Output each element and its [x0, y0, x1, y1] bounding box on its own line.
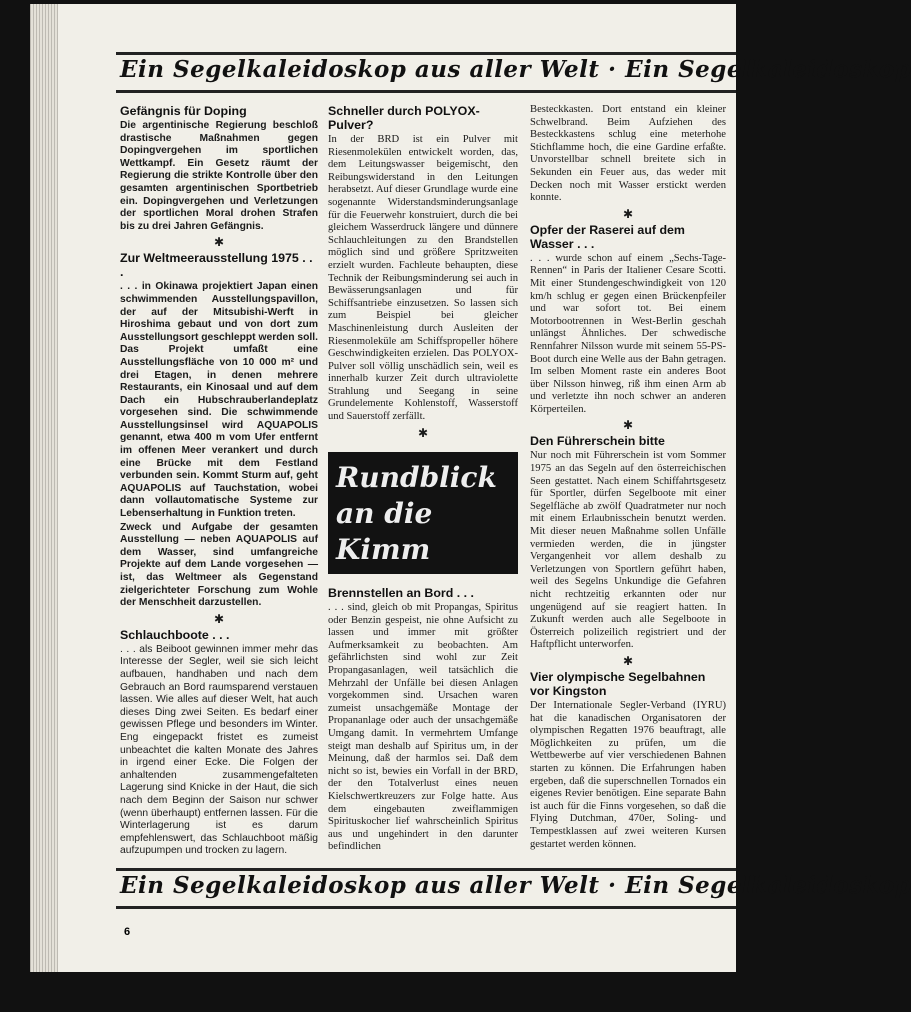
rundblick-line-2: an die	[336, 497, 433, 530]
article-polyox-text: In der BRD ist ein Pulver mit Riesenmolekülen entwickelt worden, das, dem Leitungswasser beigemischt, den Reibungswiderstand in den Leitungen herabsetzt. Auf dieser Grundlage wurde eine sogenannte Widerstandsminderungsanlage für die Feuerwehr konstruiert, durch die bei gleichem Wasserdruck längere und dünnere Schlauchleitungen zu den Brandstellen möglich sind und größere Spritzweiten erzielt wurden. Fachleute behaupten, diese Technik der Reibungsminderung sei auch in Bewässerungsanlagen und für Schiffsantriebe einzusetzen. So lassen sich zum Beispiel bei gleicher Maschinenleistung durch Ausleiten der Riesenmoleküle am Schiffspropeller höhere Geschwindigkeiten erzielen. Das POLYOX-Pulver soll völlig unschädlich sein, weil es innerhalb kurzer Zeit durch ultraviolette Strahlung und Seegang in seine Grundelemente Kohlenstoff, Wasserstoff und Sauerstoff zerfällt.	[328, 134, 518, 423]
bottom-rule	[116, 868, 736, 871]
separator-star-icon: ✱	[622, 653, 634, 668]
rundblick-line-1: Rundblick	[336, 461, 497, 494]
headline-fuehrerschein: Den Führerschein bitte	[530, 434, 665, 449]
headline-raserei: Opfer der Raserei auf dem Wasser . . .	[530, 222, 685, 251]
article-schlauchboote-text: . . . als Beiboot gewinnen immer mehr das Interesse der Segler, weil sie sich leicht aufbauen, handhaben und nach dem Gebrauch an Bord raumsparend verstauen lassen. Wie alles auf dieser Welt, hat auch dieses Ding zwei Seiten. Es bedarf einer gewissen Pflege und besonders im Winter. Eng eingepackt fristet es zumeist unbeachtet die kalten Monate des Jahres in irgend einer Ecke. Die Folgen der anhaltenden zusammengefalteten Lagerung sind Knicke in der Haut, die sich nach dem Beginn der Saison nur schwer (wenn überhaupt) entfernen lassen. Für die Winterlagerung ist es darum empfehlenswert, das Schlauchboot mäßig aufzupumpen und trocken zu lagern.	[120, 643, 318, 857]
column-3	[530, 104, 726, 852]
headline-schlauchboote: Schlauchboote . . .	[120, 627, 230, 642]
bottom-banner: Ein Segelkaleidoskop aus aller Welt · Ein Segelkaleidoskop	[120, 872, 911, 899]
column-2	[328, 104, 518, 442]
bottom-rule-lower	[116, 906, 736, 909]
rundblick-line-3: Kimm	[336, 533, 431, 566]
article-raserei-text: . . . wurde schon auf einem „Sechs-Tage-Rennen“ in Paris der Italiener Cesare Scotti. Mit einer Stundengeschwindigkeit von 120 km/h schlug er gegen einen Brückenpfeiler und war sofort tot. Bei einem Motorbootrennen in West-Berlin geschah unlängst Ähnliches. Der schwedische Rennfahrer Nilsson wurde mit seinem 55-PS-Boot durch eine Welle aus der Bahn getragen. Im selben Moment raste ein anderes Boot über Nilsson hinweg, riß ihm einen Arm ab und verletzte ihn noch schwer an anderen Körperteilen.	[530, 252, 726, 415]
headline-weltmeer: Zur Weltmeerausstellung 1975 . . .	[120, 251, 313, 280]
separator-star-icon: ✱	[622, 206, 634, 221]
article-weltmeer-text: . . . in Okinawa projektiert Japan einen schwimmenden Ausstellungspavillon, der auf der Mitsubishi-Werft in Hiroshima gebaut und von dort zum Ausstellungsort geschleppt werden soll. Das Projekt umfaßt eine Ausstellungsfläche von 10 000 m² und drei Etagen, in denen mehrere Restaurants, ein Kinosaal und auf dem Dach ein Hubschrauberlandeplatz vorgesehen sind. Die schwimmende Ausstellungsinsel wird AQUAPOLIS genannt, etwa 400 m vom Ufer entfernt im offenen Meer verankert und durch eine Brücke mit dem Festland verbunden sein. Kommt Sturm auf, geht AQUAPOLIS auf Tauchstation, wobei dann vollautomatische Systeme zur Lebenserhaltung in Funktion treten.	[120, 281, 318, 520]
article-weltmeer-text-2: Zweck und Aufgabe der gesamten Ausstellung — neben AQUAPOLIS auf dem Wasser, sind umfangreiche Projekte auf dem Lande vorgesehen — ist, das Weltmeer als Gegenstand zielgerichteter Forschung zum Wohle der Menschheit darzustellen.	[120, 521, 318, 609]
article-brennstellen-text: . . . sind, gleich ob mit Propangas, Spiritus oder Benzin gespeist, nie ohne Aufsicht zu lassen und immer mit größter Aufmerksamkeit zu beobachten. Am gefährlichsten sind wohl zur Zeit Propangasanlagen, weil tatsächlich die Mehrzahl der Unfälle bei diesen Anlagen vorgekommen sind. Ursachen waren zumeist unsachgemäße Montage der Propananlage oder auch der unsachgemäße Umgang damit. In vermehrtem Umfange steigt man deshalb auf Spiritus um, in der Meinung, daß der harmlos sei. Daß dem nicht so ist, bewies ein Vorfall in der BRD, der den Totalverlust eines neuen Kielschwertkreuzers zur Folge hatte. Aus dem eingebauten zweiflammigen Spirituskocher lief wahrscheinlich Spiritus aus und ungehindert in den darunter befindlichen	[328, 602, 518, 853]
top-rule	[116, 52, 736, 55]
magazine-page	[30, 4, 911, 972]
page-number: 6	[124, 926, 131, 938]
separator-star-icon: ✱	[213, 611, 225, 626]
headline-polyox: Schneller durch POLYOX-Pulver?	[328, 104, 480, 132]
top-rule-lower	[116, 90, 736, 93]
article-doping-text: Die argentinische Regierung beschloß drastische Maßnahmen gegen Dopingvergehen im sportlichen Wettkampf. Ein Gesetz räumt der Regierung die strikte Kontrolle über den gesamten argentinischen Sportbetrieb ein. Dopingvergehen und Verletzungen der sportlichen Moral drohen Strafen bis zu drei Jahren Gefängnis.	[120, 120, 318, 232]
column-1	[120, 104, 318, 859]
separator-star-icon: ✱	[417, 425, 429, 440]
headline-brennstellen: Brennstellen an Bord . . .	[328, 586, 474, 600]
article-fuehrerschein-text: Nur noch mit Führerschein ist vom Sommer 1975 an das Segeln auf den österreichischen Seen gestattet. Nach einem Schiffahrtsgesetz für Sportler, dürfen Segelboote mit einer Segelfläche ab zwölf Quadratmeter nur noch mit einem Erlaubnisschein benutzt werden. Mit dieser neuen Maßnahme sollen Unfälle vermieden werden, die in jüngster Vergangenheit vor allem deshalb zu Verletzungen von Sportlern geführt haben, weil des Segelns Unkundige die Gefahren nicht rechtzeitig erkannten oder nur ungenügend auf sie reagiert hatten. In Zukunft werden auch alle Segelboote in Österreich polizeilich registriert und der Haftpflicht unterworfen.	[530, 450, 726, 651]
page-stack-edge	[30, 4, 58, 972]
column-2-lower	[328, 586, 518, 855]
separator-star-icon: ✱	[213, 235, 225, 250]
headline-kingston: Vier olympische Segelbahnen vor Kingston	[530, 669, 706, 698]
article-kingston-text: Der Internationale Segler-Verband (IYRU) hat die kanadischen Organisatoren der olympischen Regatten 1976 beauftragt, alle Möglichkeiten zu prüfen, um die Wettbewerbe auf vier verschiedenen Bahnen starten zu können. Die Erfahrungen haben ergeben, daß die superschnellen Tornados ein eigenes Revier benötigen. Eine separate Bahn ist auch für die Finns vorgesehen, so daß die Flying Dutchman, 470er, Soling- und Tempestklassen auf zwei weiteren Kursen gestartet werden können.	[530, 699, 726, 850]
headline-doping: Gefängnis für Doping	[120, 104, 247, 118]
rundblick-title-box	[328, 452, 518, 574]
separator-star-icon: ✱	[622, 418, 634, 433]
top-banner: Ein Segelkaleidoskop aus aller Welt · Ein Segelkaleidoskop	[120, 56, 911, 83]
article-brennstellen-continued: Besteckkasten. Dort entstand ein kleiner Schwelbrand. Beim Aufziehen des Besteckkastens schlug eine meterhohe Stichflamme hoch, die eine Gardine erfaßte. Unvorstellbar schnell breitete sich in Sekunden ein Feuer aus, das weder mit Decken noch mit Wasser erstickt werden konnte.	[530, 104, 726, 204]
